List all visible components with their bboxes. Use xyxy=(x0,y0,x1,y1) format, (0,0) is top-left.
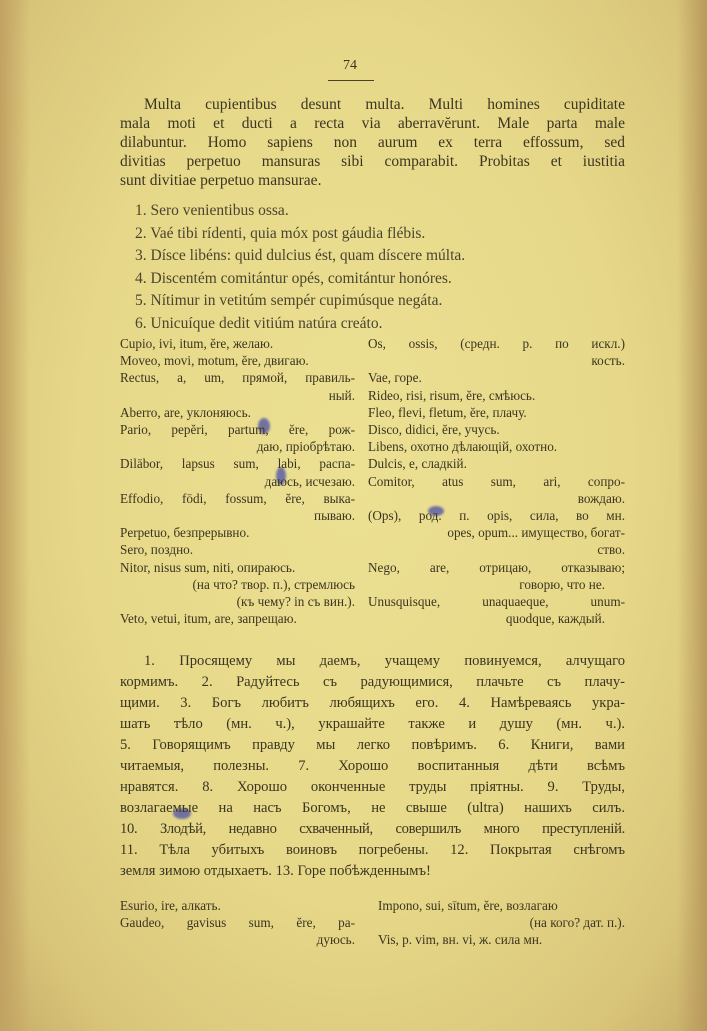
vocab-line: Moveo, movi, motum, ĕre, двигаю. xyxy=(120,353,309,369)
vocab-line: Nitor, nisus sum, niti, опираюсь. xyxy=(120,559,296,575)
vocab-line: Perpetuo, безпрерывно. xyxy=(120,525,250,541)
vocab-line: Unusquisque, unaquaeque, unum- xyxy=(368,594,625,610)
vocab-line: Gaudeo, gavisus sum, ĕre, ра- xyxy=(120,915,355,931)
list-item: 1. Sero venientibus ossa. xyxy=(135,202,289,219)
page-number-rule xyxy=(328,80,374,81)
vocab-line: Fleo, flevi, fletum, ĕre, плачу. xyxy=(368,404,527,420)
vocab-line: (Ops), род. п. opis, сила, во мн. xyxy=(368,508,625,524)
vocab-line: Impono, sui, sītum, ĕre, возлагаю xyxy=(378,898,558,913)
vocab-line: Comitor, atus sum, ari, сопро- xyxy=(368,473,625,489)
vocab-line: дуюсь. xyxy=(316,932,355,948)
list-item: 3. Dísce libéns: quid dulcius ést, quam díscere múlta. xyxy=(135,247,466,264)
vocab-line: Vis, р. vim, вн. vi, ж. сила мн. xyxy=(378,932,543,948)
sentence-list xyxy=(135,200,625,335)
text-line: 10. Злодѣй, недавно схваченный, совершилъ много преступленій. xyxy=(120,821,625,837)
vocab-line: Dilābor, lapsus sum, labi, распа- xyxy=(120,456,355,472)
vocab-line: Effodio, fōdi, fossum, ĕre, выка- xyxy=(120,490,355,506)
vocab-line: (на что? твор. п.), стремлюсь xyxy=(192,576,355,592)
bottom-vocabulary-right xyxy=(368,897,625,949)
list-item: 5. Nítimur in vetitúm sempér cupimúsque negáta. xyxy=(135,292,443,309)
text-line: divitias perpetuo mansuras sibi comparabit. Probitas et iustitia xyxy=(120,153,625,170)
vocab-line: пываю. xyxy=(314,508,355,524)
vocab-line: (на кого? дат. п.). xyxy=(529,915,625,931)
vocab-line: opes, opum... имущество, богат- xyxy=(447,525,625,541)
vocab-line: ный. xyxy=(328,387,355,403)
list-item: 2. Vaé tibi rídenti, quia móx post gáudia flébis. xyxy=(135,224,426,242)
text-line: возлагаемые на насъ Богомъ, не свыше (ultra) нашихъ силъ. xyxy=(120,800,625,816)
vocab-line: Aberro, are, уклоняюсь. xyxy=(120,404,251,420)
text-line: 1. Просящему мы даемъ, учащему повинуемся, алчущаго xyxy=(144,653,625,669)
vocab-line: Pario, pepĕri, partum, ĕre, рож- xyxy=(120,422,355,438)
vocab-line: Nego, are, отрицаю, отказываю; xyxy=(368,559,625,575)
vocab-line: Vae, горе. xyxy=(368,370,422,386)
vocab-line: Libens, охотно дѣлающій, охотно. xyxy=(368,439,558,455)
text-line: 5. Говорящимъ правду мы легко повѣримъ. 6. Книги, вами xyxy=(120,737,625,753)
vocab-line: даюсь, исчезаю. xyxy=(264,473,355,489)
vocab-line: Os, ossis, (средн. р. по искл.) xyxy=(368,336,625,351)
text-line: Multa cupientibus desunt multa. Multi homines cupiditate xyxy=(144,96,625,113)
vocab-line: ство. xyxy=(597,542,625,558)
vocab-line: Disco, didici, ĕre, учусь. xyxy=(368,422,500,438)
vocab-line: говорю, что не. xyxy=(519,576,605,592)
text-line: mala moti et ducti a recta via aberravĕrunt. Male parta male xyxy=(120,115,625,132)
vocab-line: (къ чему? in съ вин.). xyxy=(236,594,355,610)
latin-paragraph xyxy=(120,95,625,190)
list-item: 6. Unicuíque dedit vitiúm natúra creáto. xyxy=(135,314,383,332)
list-item: 4. Discentém comitántur opés, comitántur honóres. xyxy=(135,269,452,287)
bottom-vocabulary-left xyxy=(120,897,355,949)
vocab-line: вождаю. xyxy=(577,490,625,506)
text-line: щими. 3. Богъ любитъ любящихъ его. 4. Намѣреваясь укра- xyxy=(120,695,625,711)
vocabulary-left-column xyxy=(120,335,355,627)
text-line: 11. Тѣла убитыхъ воиновъ погребены. 12. Покрытая снѣгомъ xyxy=(120,842,625,858)
vocab-line: Dulcis, e, сладкій. xyxy=(368,456,467,472)
vocab-line: Veto, vetui, itum, are, запрещаю. xyxy=(120,611,297,627)
vocabulary-right-column xyxy=(368,335,625,627)
text-line: dilabuntur. Homo sapiens non aurum ex terra effossum, sed xyxy=(120,134,625,151)
vocab-line: даю, пріобрѣтаю. xyxy=(256,439,355,455)
vocab-line: quodque, каждый. xyxy=(505,611,605,627)
russian-exercise-paragraph xyxy=(120,651,625,882)
page-number: 74 xyxy=(343,58,357,73)
vocab-line: Sero, поздно. xyxy=(120,542,194,558)
vocab-line: Rectus, a, um, прямой, правиль- xyxy=(120,370,355,386)
text-line: шать тѣло (мн. ч.), украшайте также и душу (мн. ч.). xyxy=(120,716,625,732)
page-edge-shadow xyxy=(0,0,30,1031)
vocab-line: Esurio, ire, алкать. xyxy=(120,898,221,913)
text-line: кормимъ. 2. Радуйтесь съ радующимися, плачьте съ плачу- xyxy=(120,674,625,690)
text-line: читаемыя, полезны. 7. Хорошо воспитанныя дѣти всѣмъ xyxy=(120,758,625,774)
text-line: sunt divitiae perpetuo mansurae. xyxy=(120,172,322,189)
vocab-line: кость. xyxy=(591,353,625,369)
vocab-line: Rideo, risi, risum, ĕre, смѣюсь. xyxy=(368,387,536,403)
text-line: земля зимою отдыхаетъ. 13. Горе побѣжденнымъ! xyxy=(120,863,431,879)
page-edge-shadow xyxy=(677,0,707,1031)
vocab-line: Cupio, ivi, itum, ĕre, желаю. xyxy=(120,336,274,351)
text-line: нравятся. 8. Хорошо оконченные труды пріятны. 9. Труды, xyxy=(120,779,625,795)
